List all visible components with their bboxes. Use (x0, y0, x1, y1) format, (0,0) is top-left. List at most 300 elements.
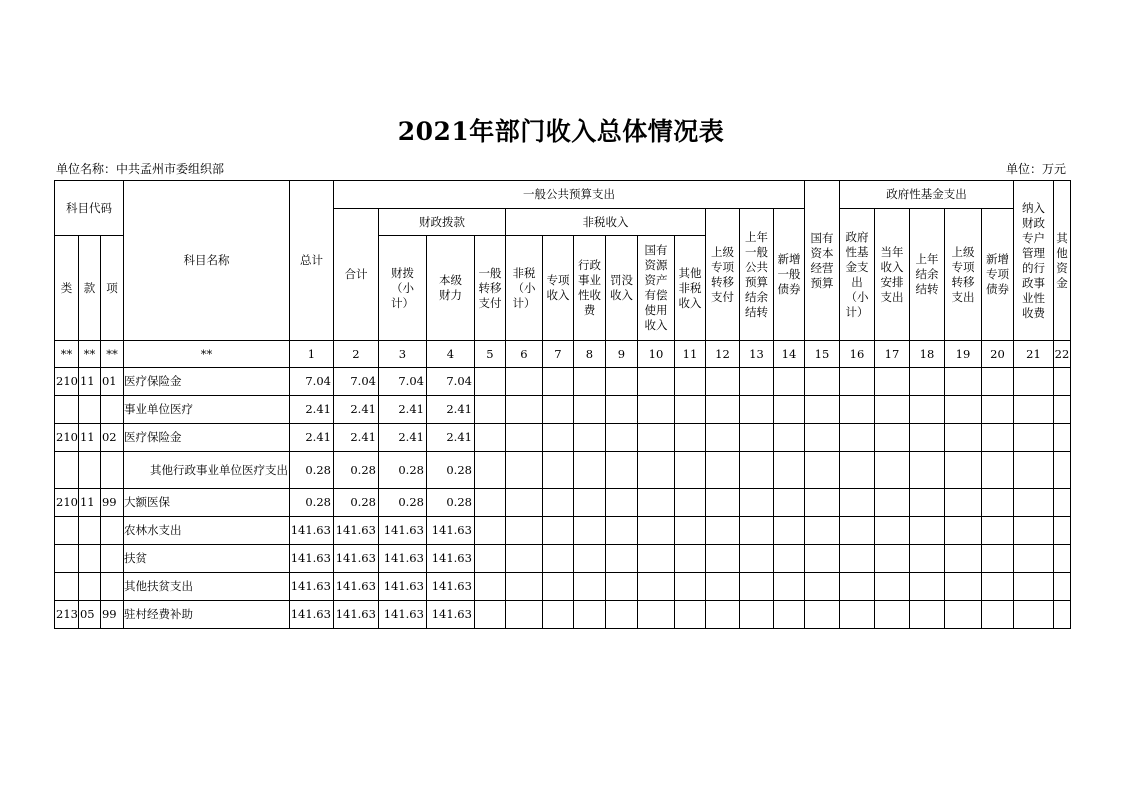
empty-cell (573, 517, 605, 545)
empty-cell (739, 396, 773, 424)
empty-cell (981, 489, 1013, 517)
empty-cell (839, 517, 874, 545)
empty-cell (739, 452, 773, 489)
empty-cell (542, 368, 573, 396)
lei-cell (55, 396, 79, 424)
empty-cell (804, 452, 839, 489)
empty-cell (674, 424, 705, 452)
empty-cell (505, 601, 542, 629)
empty-cell (1053, 489, 1070, 517)
empty-cell (839, 424, 874, 452)
new-special-bond-header: 新增专项债券 (981, 209, 1013, 341)
empty-cell (505, 396, 542, 424)
empty-cell (773, 601, 804, 629)
state-asset-header: 国有资源资产有偿使用收入 (637, 236, 674, 341)
empty-cell (981, 424, 1013, 452)
lei-cell: 210 (55, 424, 79, 452)
subject-name-cell: 事业单位医疗 (123, 396, 289, 424)
unit-label: 单位：万元 (1005, 162, 1066, 176)
empty-cell (542, 424, 573, 452)
empty-cell (605, 424, 637, 452)
empty-cell (637, 545, 674, 573)
subject-name-cell: 扶贫 (123, 545, 289, 573)
empty-cell (573, 601, 605, 629)
local-fiscal-cell: 2.41 (426, 396, 474, 424)
total-cell: 141.63 (289, 517, 333, 545)
index-cell: 10 (637, 341, 674, 368)
income-table (54, 180, 1071, 629)
subject-name-cell: 其他行政事业单位医疗支出 (123, 452, 289, 489)
empty-cell (674, 368, 705, 396)
empty-cell (505, 368, 542, 396)
empty-cell (637, 424, 674, 452)
empty-cell (1013, 545, 1053, 573)
empty-cell (874, 517, 909, 545)
empty-cell (1053, 368, 1070, 396)
empty-cell (874, 545, 909, 573)
empty-cell (1013, 452, 1053, 489)
index-cell: 22 (1053, 341, 1070, 368)
empty-cell (909, 424, 944, 452)
empty-cell (705, 368, 739, 396)
upper-special-header: 上级专项转移支出 (944, 209, 981, 341)
empty-cell (739, 489, 773, 517)
empty-cell (839, 452, 874, 489)
local-fiscal-header: 本级财力 (426, 236, 474, 341)
non-tax-sub-header: 非税（小计） (505, 236, 542, 341)
empty-cell (909, 601, 944, 629)
empty-cell (1013, 601, 1053, 629)
index-cell: 17 (874, 341, 909, 368)
fiscal-sub-cell: 141.63 (378, 545, 426, 573)
empty-cell (1013, 424, 1053, 452)
empty-cell (874, 368, 909, 396)
index-cell: 4 (426, 341, 474, 368)
heji-header: 合计 (333, 209, 378, 341)
empty-cell (804, 601, 839, 629)
subject-name-cell: 驻村经费补助 (123, 601, 289, 629)
new-general-bond-header: 新增一般债券 (773, 209, 804, 341)
index-cell: 14 (773, 341, 804, 368)
empty-cell (573, 368, 605, 396)
empty-cell (505, 573, 542, 601)
heji-cell: 2.41 (333, 396, 378, 424)
xiang-cell: 99 (100, 489, 123, 517)
empty-cell (804, 573, 839, 601)
empty-cell (637, 601, 674, 629)
empty-cell (474, 452, 505, 489)
total-cell: 141.63 (289, 601, 333, 629)
current-year-income-header: 当年收入安排支出 (874, 209, 909, 341)
empty-cell (1013, 517, 1053, 545)
lei-cell (55, 573, 79, 601)
general-budget-header: 一般公共预算支出 (333, 181, 804, 209)
empty-cell (909, 396, 944, 424)
empty-cell (573, 396, 605, 424)
kuan-header: 款 (78, 236, 100, 341)
xiang-header: 项 (100, 236, 123, 341)
empty-cell (637, 452, 674, 489)
empty-cell (874, 573, 909, 601)
empty-cell (839, 368, 874, 396)
empty-cell (909, 489, 944, 517)
empty-cell (773, 573, 804, 601)
empty-cell (739, 601, 773, 629)
index-cell: 2 (333, 341, 378, 368)
empty-cell (944, 601, 981, 629)
index-cell: 21 (1013, 341, 1053, 368)
heji-cell: 2.41 (333, 424, 378, 452)
kuan-cell (78, 396, 100, 424)
subject-name-cell: 医疗保险金 (123, 424, 289, 452)
empty-cell (573, 573, 605, 601)
empty-cell (605, 517, 637, 545)
empty-cell (944, 452, 981, 489)
empty-cell (705, 396, 739, 424)
empty-cell (981, 368, 1013, 396)
empty-cell (773, 489, 804, 517)
index-cell: 20 (981, 341, 1013, 368)
empty-cell (739, 424, 773, 452)
prev-general-balance-header: 上年一般公共预算结余结转 (739, 209, 773, 341)
kuan-cell (78, 517, 100, 545)
heji-cell: 141.63 (333, 573, 378, 601)
empty-cell (674, 545, 705, 573)
empty-cell (1013, 396, 1053, 424)
kuan-cell: 05 (78, 601, 100, 629)
empty-cell (474, 368, 505, 396)
empty-cell (739, 517, 773, 545)
table-row (55, 545, 1071, 573)
empty-cell (944, 424, 981, 452)
index-cell: ** (123, 341, 289, 368)
empty-cell (674, 573, 705, 601)
empty-cell (542, 489, 573, 517)
empty-cell (605, 452, 637, 489)
index-cell: 6 (505, 341, 542, 368)
total-header: 总计 (289, 181, 333, 341)
heji-cell: 141.63 (333, 601, 378, 629)
xiang-cell (100, 452, 123, 489)
empty-cell (804, 517, 839, 545)
index-cell: 18 (909, 341, 944, 368)
empty-cell (705, 452, 739, 489)
xiang-cell (100, 573, 123, 601)
index-row (55, 341, 1071, 368)
empty-cell (944, 573, 981, 601)
empty-cell (474, 424, 505, 452)
empty-cell (542, 545, 573, 573)
lei-cell: 210 (55, 489, 79, 517)
kuan-cell (78, 452, 100, 489)
empty-cell (674, 396, 705, 424)
empty-cell (637, 396, 674, 424)
empty-cell (909, 545, 944, 573)
empty-cell (637, 489, 674, 517)
empty-cell (705, 545, 739, 573)
empty-cell (637, 517, 674, 545)
heji-cell: 7.04 (333, 368, 378, 396)
admin-fee-header: 行政事业性收费 (573, 236, 605, 341)
empty-cell (605, 396, 637, 424)
local-fiscal-cell: 141.63 (426, 573, 474, 601)
index-cell: 1 (289, 341, 333, 368)
total-cell: 2.41 (289, 424, 333, 452)
empty-cell (981, 517, 1013, 545)
local-fiscal-cell: 2.41 (426, 424, 474, 452)
index-cell: 11 (674, 341, 705, 368)
empty-cell (909, 368, 944, 396)
empty-cell (1053, 424, 1070, 452)
empty-cell (474, 489, 505, 517)
empty-cell (474, 573, 505, 601)
local-fiscal-cell: 0.28 (426, 489, 474, 517)
non-tax-income-header: 非税收入 (505, 209, 705, 236)
empty-cell (637, 573, 674, 601)
fiscal-sub-header: 财拨（小计） (378, 236, 426, 341)
xiang-cell (100, 545, 123, 573)
other-non-tax-header: 其他非税收入 (674, 236, 705, 341)
empty-cell (474, 396, 505, 424)
index-cell: 13 (739, 341, 773, 368)
empty-cell (874, 601, 909, 629)
empty-cell (804, 489, 839, 517)
empty-cell (944, 545, 981, 573)
empty-cell (505, 517, 542, 545)
heji-cell: 141.63 (333, 517, 378, 545)
header-row-1 (55, 181, 1071, 209)
empty-cell (944, 368, 981, 396)
subject-name-header: 科目名称 (123, 181, 289, 341)
empty-cell (505, 452, 542, 489)
xiang-cell (100, 396, 123, 424)
heji-cell: 141.63 (333, 545, 378, 573)
empty-cell (542, 452, 573, 489)
empty-cell (674, 489, 705, 517)
empty-cell (874, 396, 909, 424)
index-cell: 7 (542, 341, 573, 368)
empty-cell (605, 601, 637, 629)
table-row (55, 396, 1071, 424)
table-row (55, 368, 1071, 396)
empty-cell (573, 424, 605, 452)
empty-cell (981, 601, 1013, 629)
empty-cell (909, 573, 944, 601)
empty-cell (705, 517, 739, 545)
empty-cell (542, 601, 573, 629)
empty-cell (839, 396, 874, 424)
gov-fund-header: 政府性基金支出 (839, 181, 1013, 209)
lei-header: 类 (55, 236, 79, 341)
xiang-cell: 02 (100, 424, 123, 452)
upper-special-transfer-header: 上级专项转移支付 (705, 209, 739, 341)
empty-cell (674, 452, 705, 489)
empty-cell (839, 545, 874, 573)
empty-cell (505, 424, 542, 452)
fiscal-sub-cell: 141.63 (378, 573, 426, 601)
total-cell: 2.41 (289, 396, 333, 424)
fiscal-sub-cell: 141.63 (378, 517, 426, 545)
empty-cell (773, 517, 804, 545)
empty-cell (739, 545, 773, 573)
empty-cell (773, 424, 804, 452)
empty-cell (1013, 573, 1053, 601)
empty-cell (1013, 489, 1053, 517)
empty-cell (1053, 517, 1070, 545)
empty-cell (981, 545, 1013, 573)
general-transfer-header: 一般转移支付 (474, 236, 505, 341)
index-cell: 19 (944, 341, 981, 368)
empty-cell (605, 368, 637, 396)
page-title: 2021年部门收入总体情况表 (397, 117, 725, 146)
empty-cell (1053, 601, 1070, 629)
table-row (55, 424, 1071, 452)
empty-cell (981, 396, 1013, 424)
index-cell: 12 (705, 341, 739, 368)
index-cell: 15 (804, 341, 839, 368)
empty-cell (839, 489, 874, 517)
empty-cell (1053, 545, 1070, 573)
empty-cell (944, 489, 981, 517)
heji-cell: 0.28 (333, 452, 378, 489)
empty-cell (605, 489, 637, 517)
empty-cell (605, 573, 637, 601)
empty-cell (705, 489, 739, 517)
empty-cell (1013, 368, 1053, 396)
lei-cell (55, 517, 79, 545)
heji-cell: 0.28 (333, 489, 378, 517)
index-cell: ** (78, 341, 100, 368)
empty-cell (739, 573, 773, 601)
empty-cell (542, 573, 573, 601)
special-account-fee-header: 纳入财政专户管理的行政事业性收费 (1013, 181, 1053, 341)
table-row (55, 452, 1071, 489)
empty-cell (542, 396, 573, 424)
empty-cell (573, 489, 605, 517)
empty-cell (773, 545, 804, 573)
fiscal-sub-cell: 0.28 (378, 489, 426, 517)
empty-cell (773, 396, 804, 424)
empty-cell (839, 601, 874, 629)
index-cell: 3 (378, 341, 426, 368)
empty-cell (874, 452, 909, 489)
empty-cell (804, 424, 839, 452)
empty-cell (739, 368, 773, 396)
local-fiscal-cell: 141.63 (426, 601, 474, 629)
empty-cell (839, 573, 874, 601)
empty-cell (909, 517, 944, 545)
empty-cell (605, 545, 637, 573)
empty-cell (981, 452, 1013, 489)
empty-cell (804, 396, 839, 424)
empty-cell (1053, 396, 1070, 424)
subject-name-cell: 其他扶贫支出 (123, 573, 289, 601)
table-row (55, 601, 1071, 629)
empty-cell (804, 368, 839, 396)
kuan-cell (78, 573, 100, 601)
kuan-cell (78, 545, 100, 573)
empty-cell (637, 368, 674, 396)
empty-cell (674, 601, 705, 629)
empty-cell (705, 573, 739, 601)
index-cell: 16 (839, 341, 874, 368)
prev-balance-header: 上年结余结转 (909, 209, 944, 341)
empty-cell (505, 545, 542, 573)
fine-income-header: 罚没收入 (605, 236, 637, 341)
kuan-cell: 11 (78, 489, 100, 517)
empty-cell (944, 517, 981, 545)
empty-cell (705, 601, 739, 629)
index-cell: ** (100, 341, 123, 368)
local-fiscal-cell: 141.63 (426, 517, 474, 545)
lei-cell: 210 (55, 368, 79, 396)
kuan-cell: 11 (78, 368, 100, 396)
empty-cell (874, 424, 909, 452)
other-funds-header: 其他资金 (1053, 181, 1070, 341)
lei-cell: 213 (55, 601, 79, 629)
table-row (55, 489, 1071, 517)
empty-cell (573, 452, 605, 489)
table-row (55, 517, 1071, 545)
empty-cell (981, 573, 1013, 601)
subject-name-cell: 农林水支出 (123, 517, 289, 545)
empty-cell (909, 452, 944, 489)
special-income-header: 专项收入 (542, 236, 573, 341)
total-cell: 0.28 (289, 452, 333, 489)
lei-cell (55, 452, 79, 489)
total-cell: 141.63 (289, 545, 333, 573)
empty-cell (773, 452, 804, 489)
empty-cell (674, 517, 705, 545)
local-fiscal-cell: 0.28 (426, 452, 474, 489)
local-fiscal-cell: 141.63 (426, 545, 474, 573)
lei-cell (55, 545, 79, 573)
index-cell: ** (55, 341, 79, 368)
empty-cell (1053, 573, 1070, 601)
empty-cell (804, 545, 839, 573)
total-cell: 7.04 (289, 368, 333, 396)
empty-cell (944, 396, 981, 424)
index-cell: 5 (474, 341, 505, 368)
local-fiscal-cell: 7.04 (426, 368, 474, 396)
empty-cell (705, 424, 739, 452)
empty-cell (773, 368, 804, 396)
subject-name-cell: 医疗保险金 (123, 368, 289, 396)
fiscal-allocation-header: 财政拨款 (378, 209, 505, 236)
state-capital-header: 国有资本经营预算 (804, 181, 839, 341)
xiang-cell: 01 (100, 368, 123, 396)
kuan-cell: 11 (78, 424, 100, 452)
total-cell: 0.28 (289, 489, 333, 517)
empty-cell (874, 489, 909, 517)
empty-cell (474, 517, 505, 545)
xiang-cell: 99 (100, 601, 123, 629)
index-cell: 9 (605, 341, 637, 368)
index-cell: 8 (573, 341, 605, 368)
empty-cell (573, 545, 605, 573)
xiang-cell (100, 517, 123, 545)
fiscal-sub-cell: 2.41 (378, 424, 426, 452)
fiscal-sub-cell: 141.63 (378, 601, 426, 629)
empty-cell (474, 601, 505, 629)
gov-fund-sub-header: 政府性基金支出（小计） (839, 209, 874, 341)
empty-cell (542, 517, 573, 545)
fiscal-sub-cell: 0.28 (378, 452, 426, 489)
unit-name-label: 单位名称：中共孟州市委组织部 (56, 162, 225, 176)
empty-cell (505, 489, 542, 517)
fiscal-sub-cell: 2.41 (378, 396, 426, 424)
fiscal-sub-cell: 7.04 (378, 368, 426, 396)
